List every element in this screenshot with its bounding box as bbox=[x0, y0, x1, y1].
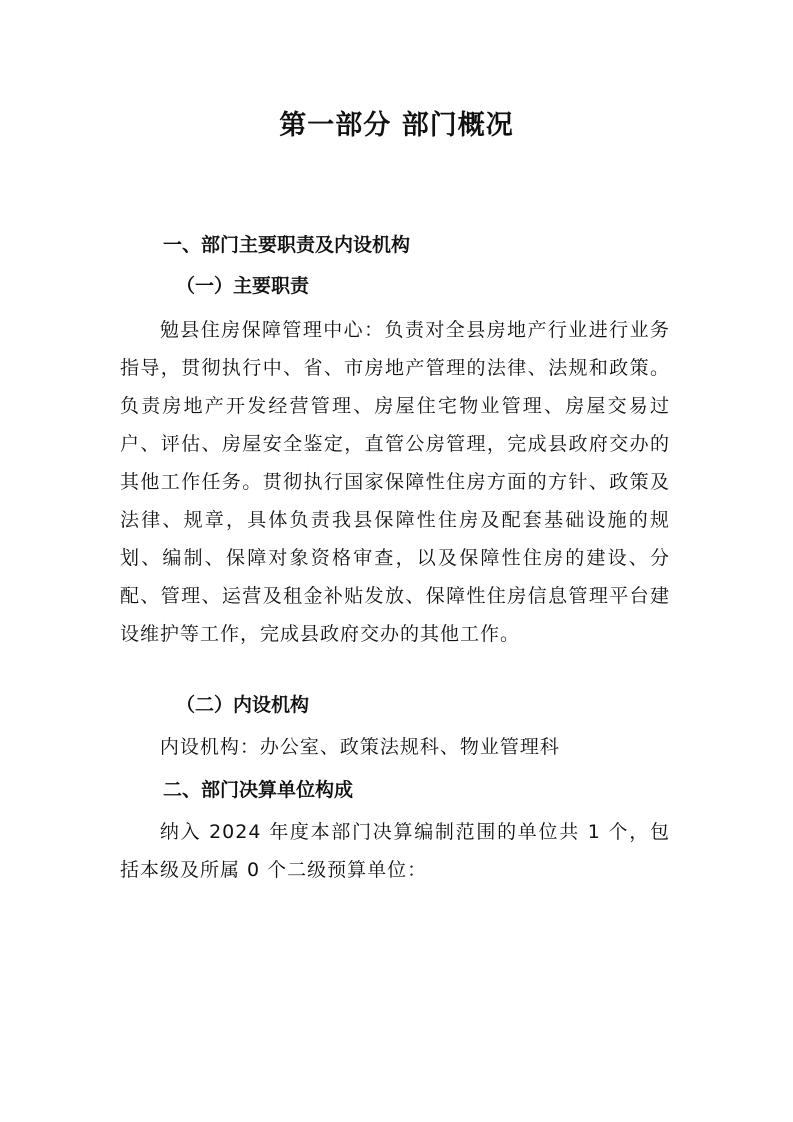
section-heading-duties: 一、部门主要职责及内设机构 bbox=[163, 234, 411, 256]
section-heading-unit-composition: 二、部门决算单位构成 bbox=[163, 779, 354, 801]
duties-paragraph: 勉县住房保障管理中心：负责对全县房地产行业进行业务指导，贯彻执行中、省、市房地产管理的法律、法规和政策。负责房地产开发经营管理、房屋住宅物业管理、房屋交易过户、评估、房屋安全鉴定，直管公房管理，完成县政府交办的其他工作任务。贯彻执行国家保障性住房方面的方针、政策及法律、规章，具体负责我县保障性住房及配套基础设施的规划、编制、保障对象资格审查，以及保障性住房的建设、分配、管理、运营及租金补贴发放、保障性住房信息管理平台建设维护等工作，完成县政府交办的其他工作。 bbox=[120, 319, 670, 645]
page-title: 第一部分 部门概况 bbox=[279, 110, 514, 141]
subsection-heading-internal-units: （二）内设机构 bbox=[176, 694, 310, 716]
internal-units-paragraph: 内设机构：办公室、政策法规科、物业管理科 bbox=[159, 736, 560, 758]
subsection-heading-main-duties: （一）主要职责 bbox=[176, 275, 310, 297]
unit-composition-paragraph: 纳入 2024 年度本部门决算编制范围的单位共 1 个，包括本级及所属 0 个二级预算单位： bbox=[120, 821, 670, 881]
